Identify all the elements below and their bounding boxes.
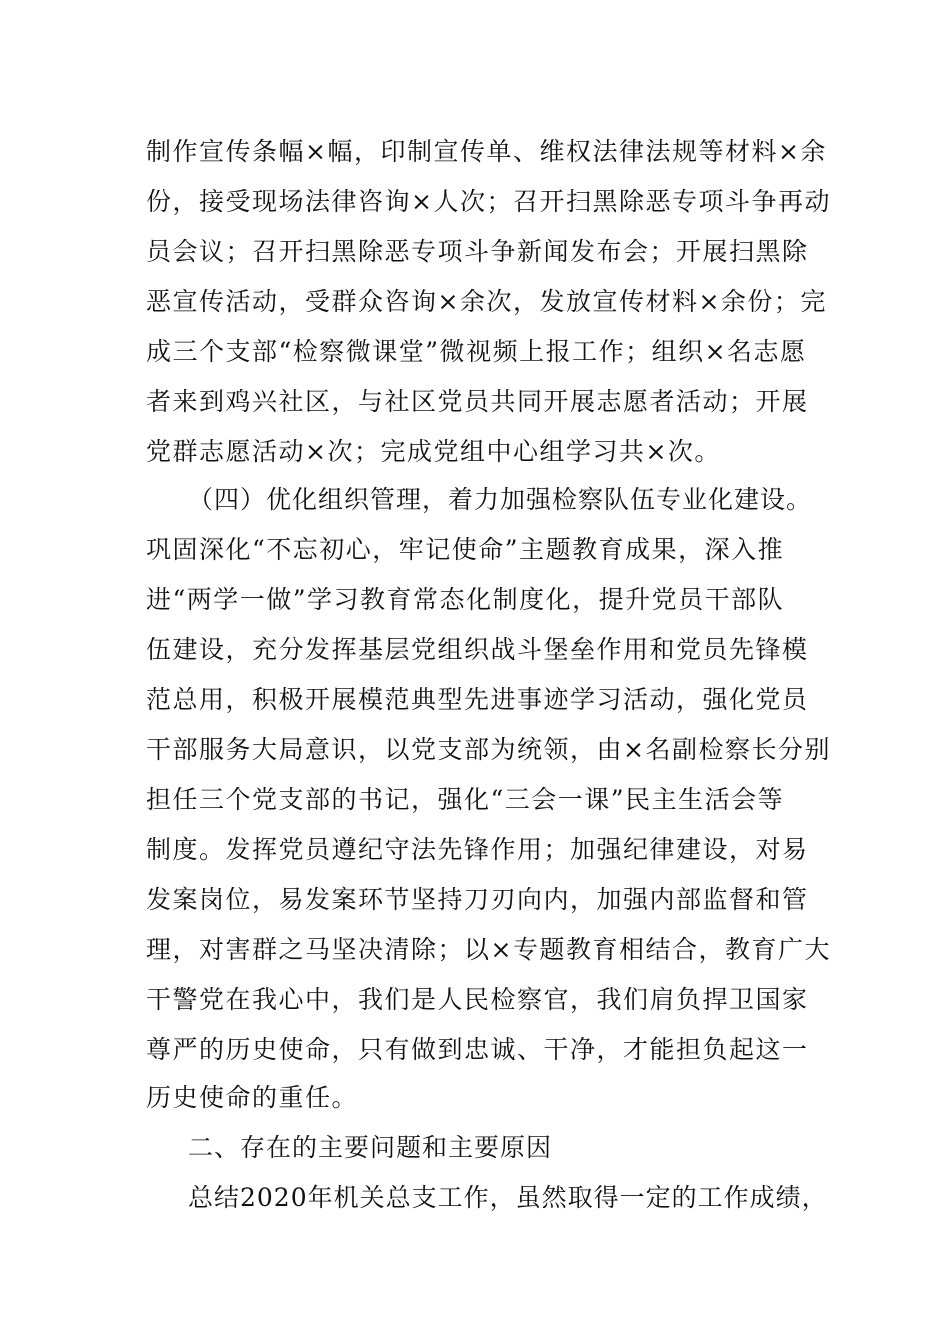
paragraph-line: 巩固深化“不忘初心，牢记使命”主题教育成果，深入推: [146, 535, 785, 564]
paragraph-line: 范总用，积极开展模范典型先进事迹学习活动，强化党员: [146, 685, 809, 714]
paragraph-line: 担任三个党支部的书记，强化“三会一课”民主生活会等: [146, 785, 785, 814]
paragraph-line: 制度。发挥党员遵纪守法先锋作用；加强纪律建设，对易: [146, 835, 809, 864]
paragraph-line: 理，对害群之马坚决清除；以×专题教育相结合，教育广大: [146, 935, 831, 964]
paragraph-line: 份，接受现场法律咨询×人次；召开扫黑除恶专项斗争再动: [146, 187, 831, 216]
paragraph-line: 发案岗位，易发案环节坚持刀刃向内，加强内部监督和管: [146, 885, 809, 914]
paragraph-line: 干部服务大局意识，以党支部为统领，由×名副检察长分别: [146, 735, 831, 764]
paragraph-line: 总结2020年机关总支工作，虽然取得一定的工作成绩，: [188, 1183, 828, 1212]
paragraph-line: 历史使命的重任。: [146, 1083, 359, 1112]
paragraph-line: 制作宣传条幅×幅，印制宣传单、维权法律法规等材料×余: [146, 137, 827, 166]
paragraph-line: 进“两学一做”学习教育常态化制度化，提升党员干部队: [146, 585, 785, 614]
paragraph-line: 伍建设，充分发挥基层党组织战斗堡垒作用和党员先锋模: [146, 635, 809, 664]
paragraph-line: 恶宣传活动，受群众咨询×余次，发放宣传材料×余份；完: [146, 287, 827, 316]
paragraph-line: 者来到鸡兴社区，与社区党员共同开展志愿者活动；开展: [146, 387, 809, 416]
paragraph-line: 员会议；召开扫黑除恶专项斗争新闻发布会；开展扫黑除: [146, 237, 809, 266]
section-heading: （四）优化组织管理，着力加强检察队伍专业化建设。: [188, 485, 813, 514]
paragraph-line: 成三个支部“检察微课堂”微视频上报工作；组织×名志愿: [146, 337, 807, 366]
section-heading: 二、存在的主要问题和主要原因: [188, 1133, 553, 1162]
paragraph-line: 党群志愿活动×次；完成党组中心组学习共×次。: [146, 437, 721, 466]
paragraph-line: 尊严的历史使命，只有做到忠诚、干净，才能担负起这一: [146, 1035, 809, 1064]
paragraph-line: 干警党在我心中，我们是人民检察官，我们肩负捍卫国家: [146, 985, 809, 1014]
